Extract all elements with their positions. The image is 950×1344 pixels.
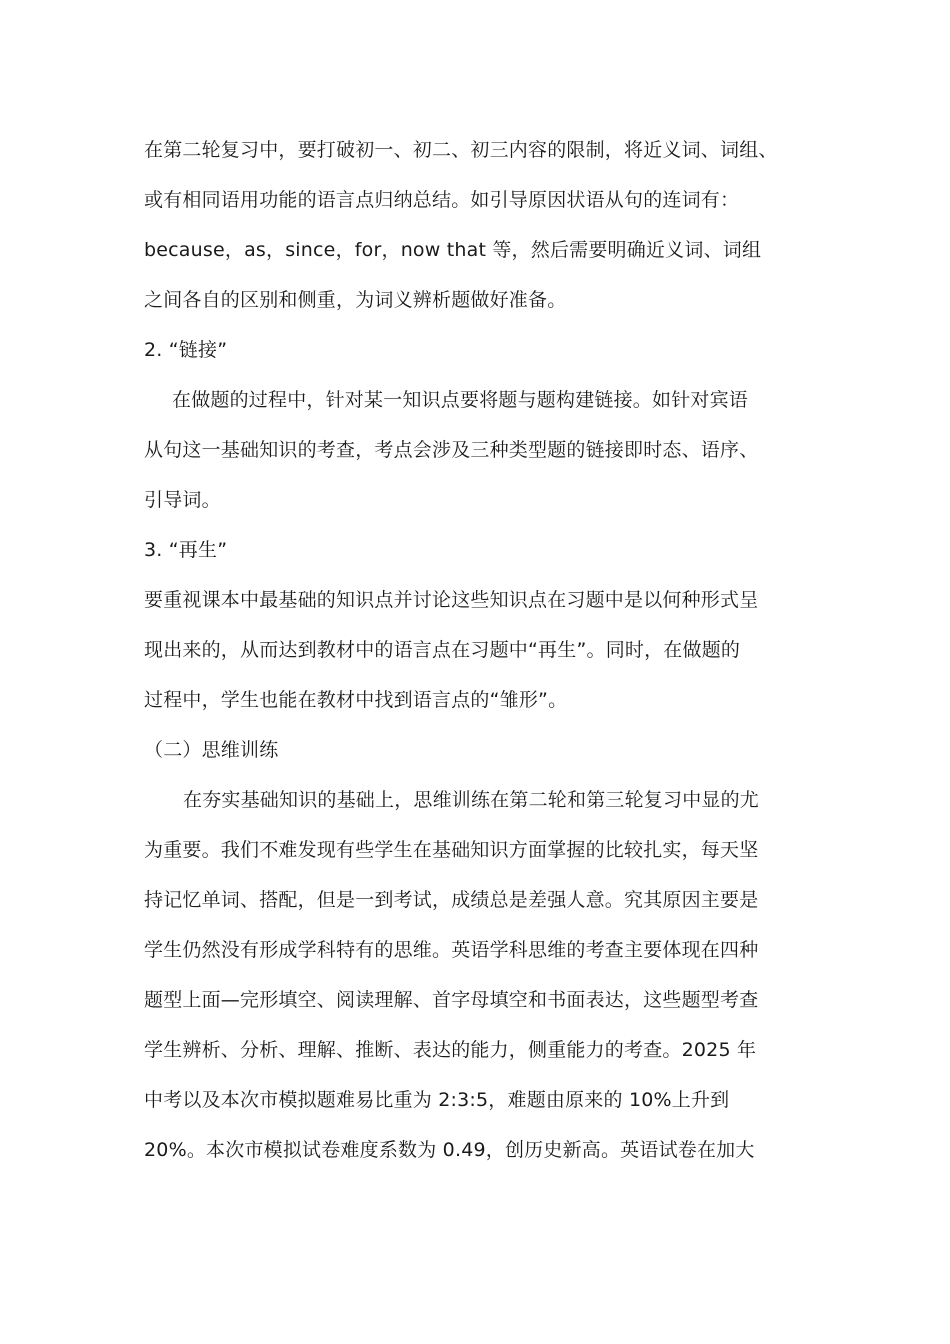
section-heading-link: 2. “链接” xyxy=(144,339,228,361)
paragraph-line: 从句这一基础知识的考查，考点会涉及三种类型题的链接即时态、语序、 xyxy=(144,439,759,461)
paragraph-line: 持记忆单词、搭配，但是一到考试，成绩总是差强人意。究其原因主要是 xyxy=(144,889,759,911)
section-heading-thinking-training: （二）思维训练 xyxy=(144,739,279,761)
paragraph-line: 要重视课本中最基础的知识点并讨论这些知识点在习题中是以何种形式呈 xyxy=(144,589,759,611)
paragraph-line: 或有相同语用功能的语言点归纳总结。如引导原因状语从句的连词有： xyxy=(144,189,740,211)
paragraph-line: 为重要。我们不难发现有些学生在基础知识方面掌握的比较扎实，每天坚 xyxy=(144,839,759,861)
paragraph-line: 在第二轮复习中，要打破初一、初二、初三内容的限制，将近义词、词组、 xyxy=(144,139,778,161)
paragraph-line: 20%。本次市模拟试卷难度系数为 0.49，创历史新高。英语试卷在加大 xyxy=(144,1139,755,1161)
paragraph-line: 现出来的，从而达到教材中的语言点在习题中“再生”。同时，在做题的 xyxy=(144,639,741,661)
paragraph-line: 中考以及本次市模拟题难易比重为 2:3:5，难题由原来的 10%上升到 xyxy=(144,1089,730,1111)
paragraph-line: because，as，since，for，now that 等，然后需要明确近义词、词组 xyxy=(144,239,762,261)
paragraph-line: 之间各自的区别和侧重，为词义辨析题做好准备。 xyxy=(144,289,567,311)
section-heading-regenerate: 3. “再生” xyxy=(144,539,228,561)
paragraph-line: 题型上面—完形填空、阅读理解、首字母填空和书面表达，这些题型考查 xyxy=(144,989,759,1011)
paragraph-line: 过程中，学生也能在教材中找到语言点的“雏形”。 xyxy=(144,689,568,711)
paragraph-line: 在做题的过程中，针对某一知识点要将题与题构建链接。如针对宾语 xyxy=(172,389,749,411)
paragraph-line: 学生仍然没有形成学科特有的思维。英语学科思维的考查主要体现在四种 xyxy=(144,939,759,961)
paragraph-line: 引导词。 xyxy=(144,489,221,511)
paragraph-line: 在夯实基础知识的基础上，思维训练在第二轮和第三轮复习中显的尤 xyxy=(183,789,760,811)
paragraph-line: 学生辨析、分析、理解、推断、表达的能力，侧重能力的考查。2025 年 xyxy=(144,1039,757,1061)
